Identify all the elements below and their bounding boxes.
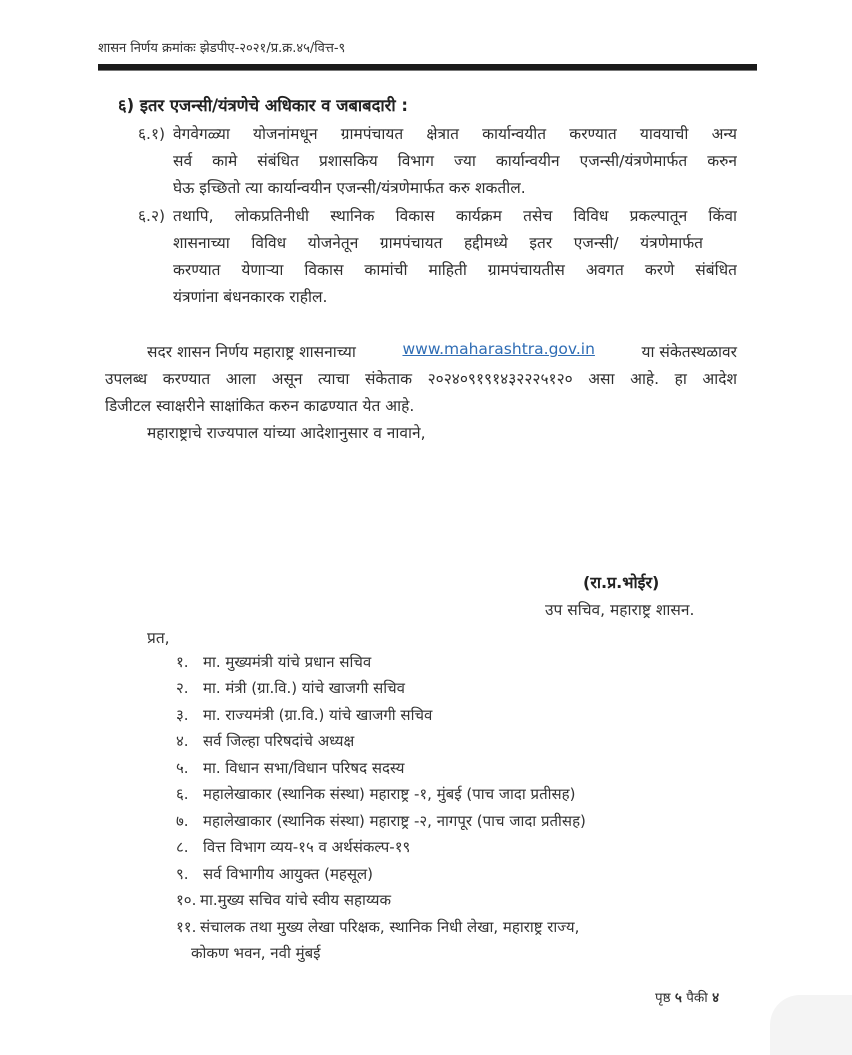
paragraph-line: यंत्रणांना बंधनकारक राहील. xyxy=(173,288,328,306)
list-item: मा. मंत्री (ग्रा.वि.) यांचे खाजगी सचिव xyxy=(203,679,406,697)
list-item: मा. विधान सभा/विधान परिषद सदस्य xyxy=(203,759,405,777)
page-word: पृष्ठ xyxy=(655,990,671,1006)
page-corner-shadow xyxy=(770,995,852,1055)
signatory-name: (रा.प्र.भोईर) xyxy=(583,573,660,592)
section-heading: ६) इतर एजन्सी/यंत्रणेचे अधिकार व जबाबदारी : xyxy=(118,96,408,115)
paragraph-line: वेगवेगळ्या योजनांमधून ग्रामपंचायत क्षेत्रात कार्यान्वयीत करण्यात यावयाची अन्य xyxy=(173,125,737,143)
closing-text: सदर शासन निर्णय महाराष्ट्र शासनाच्या xyxy=(147,343,356,361)
list-number: ११. xyxy=(176,918,197,936)
header-rule xyxy=(98,64,757,71)
website-link[interactable]: www.maharashtra.gov.in xyxy=(402,340,595,358)
list-item-continuation: कोकण भवन, नवी मुंबई xyxy=(191,944,321,962)
item-number: ६.२) xyxy=(138,207,166,225)
closing-line-4: महाराष्ट्राचे राज्यपाल यांच्या आदेशानुसार व नावाने, xyxy=(147,424,426,442)
list-number: ६. xyxy=(176,785,189,803)
copy-to-label: प्रत, xyxy=(147,629,170,647)
paragraph-line: करण्यात येणाऱ्या विकास कामांची माहिती ग्रामपंचायतीस अवगत करणे संबंधित xyxy=(173,261,737,279)
of-word: पैकी xyxy=(686,990,708,1006)
list-item: वित्त विभाग व्यय-१५ व अर्थसंकल्प-१९ xyxy=(203,838,411,856)
paragraph-line: घेऊ इच्छितो त्या कार्यान्वयीन एजन्सी/यंत्रणेमार्फत करु शकतील. xyxy=(173,179,526,197)
page-footer xyxy=(655,988,719,1006)
list-number: ८. xyxy=(176,838,189,856)
closing-text: या संकेतस्थळावर xyxy=(641,343,737,361)
closing-line-2: उपलब्ध करण्यात आला असून त्याचा संकेताक २०२४०९१९१४३२२२५१२० असा आहे. हा आदेश xyxy=(105,370,737,388)
paragraph-line: शासनाच्या विविध योजनेतून ग्रामपंचायत हद्दीमध्ये इतर एजन्सी/ यंत्रणेमार्फत xyxy=(173,234,703,252)
list-item: महालेखाकार (स्थानिक संस्था) महाराष्ट्र -२, नागपूर (पाच जादा प्रतीसह) xyxy=(203,812,586,830)
page-current: ५ xyxy=(674,990,682,1006)
list-number: २. xyxy=(176,679,189,697)
list-item: संचालक तथा मुख्य लेखा परिक्षक, स्थानिक निधी लेखा, महाराष्ट्र राज्य, xyxy=(200,918,580,936)
page-total: ४ xyxy=(712,990,720,1006)
list-item: सर्व विभागीय आयुक्त (महसूल) xyxy=(203,865,374,883)
list-number: ३. xyxy=(176,706,189,724)
list-number: ५. xyxy=(176,759,189,777)
closing-line-1 xyxy=(147,340,737,362)
list-number: ९. xyxy=(176,865,189,883)
list-item: मा.मुख्य सचिव यांचे स्वीय सहाय्यक xyxy=(200,891,392,909)
gr-number-header: शासन निर्णय क्रमांकः झेडपीए-२०२१/प्र.क्र.४५/वित्त-९ xyxy=(98,41,346,56)
closing-line-3: डिजीटल स्वाक्षरीने साक्षांकित करुन काढण्यात येत आहे. xyxy=(105,397,415,415)
list-number: ४. xyxy=(176,732,189,750)
list-item: मा. मुख्यमंत्री यांचे प्रधान सचिव xyxy=(203,653,372,671)
list-number: १. xyxy=(176,653,189,671)
list-item: मा. राज्यमंत्री (ग्रा.वि.) यांचे खाजगी सचिव xyxy=(203,706,433,724)
list-item: महालेखाकार (स्थानिक संस्था) महाराष्ट्र -१, मुंबई (पाच जादा प्रतीसह) xyxy=(203,785,576,803)
list-number: ७. xyxy=(176,812,189,830)
list-number: १०. xyxy=(176,891,197,909)
paragraph-line: सर्व कामे संबंधित प्रशासकिय विभाग ज्या कार्यान्वयीन एजन्सी/यंत्रणेमार्फत करुन xyxy=(173,152,737,170)
item-number: ६.१) xyxy=(138,125,166,143)
list-item: सर्व जिल्हा परिषदांचे अध्यक्ष xyxy=(203,732,355,750)
paragraph-line: तथापि, लोकप्रतिनीधी स्थानिक विकास कार्यक्रम तसेच विविध प्रकल्पातून किंवा xyxy=(173,207,737,225)
signatory-designation: उप सचिव, महाराष्ट्र शासन. xyxy=(545,601,695,619)
